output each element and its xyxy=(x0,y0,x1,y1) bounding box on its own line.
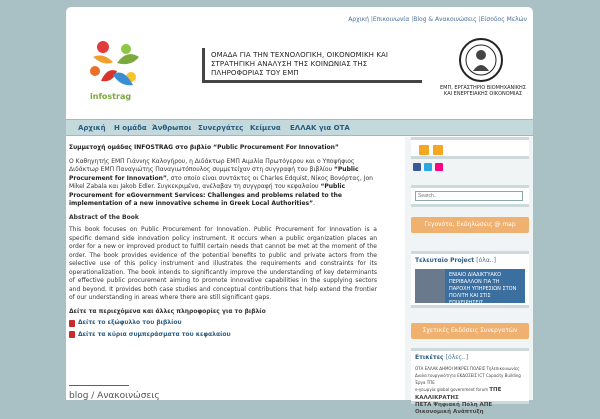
tags-heading: Ετικέτες xyxy=(415,354,444,361)
social-icons xyxy=(411,163,529,173)
tag-line-1[interactable]: ΟΤΑ ΕΛΛΑΚ ΔΗΜΟΙ ΜΙΚΡΕΣ ΠΟΛΕΙΣ Τηλεπικοινωνίες xyxy=(415,366,520,371)
post-title[interactable]: Συμμετοχή ομάδας INFOSTRAG στο βιβλίο “Public Procurement For Innovation” xyxy=(69,144,339,151)
menu-item-people[interactable]: Άνθρωποι xyxy=(152,124,192,132)
menu-item-texts[interactable]: Κείμενα xyxy=(250,124,281,132)
menu-item-partners[interactable]: Συνεργάτες xyxy=(198,124,244,132)
pdf-icon xyxy=(69,320,75,327)
project-banner-text: ΕΝΙΑΙΟ ΔΙΑΔΙΚΤΥΑΚΟ ΠΕΡΙΒΑΛΛΟΝ ΓΙΑ ΤΗ ΠΑΡΟΧΗ ΥΠΗΡΕΣΙΩΝ ΣΤΟΝ ΠΟΛΙΤΗ ΚΑΙ ΣΤΙΣ ΕΠΙΧΕΙΡΗΣΕΙΣ xyxy=(445,269,525,303)
intro-text: Ο Καθηγητής ΕΜΠ Γιάννης Καλογήρου, η Διδάκτωρ ΕΜΠ Αιμιλία Πρωτόγερου και ο Υποψήφιος Διδάκτωρ ΕΜΠ Παναγιώτης Παναγιωτόπουλος συμμετείχαν στη συγγραφή του βιβλίου xyxy=(69,157,355,173)
rss-icon[interactable] xyxy=(419,145,429,155)
more-info-link[interactable]: Δείτε τα περιεχόμενα και άλλες πληροφορίες για το βιβλίο xyxy=(69,307,266,315)
search-block xyxy=(411,185,529,207)
chapter-title: “Public Procurement for eGovernment Services: Challenges and problems related to the implementation of a new innovative scheme in Greek Local Authorities” xyxy=(69,183,346,207)
summary-link[interactable] xyxy=(69,331,377,340)
book-title: “Public Procurement for Innovation” xyxy=(69,166,359,182)
post-intro xyxy=(69,158,377,209)
tag-line-4[interactable]: ΠΕΤΑ Ψηφιακή Πόλη ΑΠΕ Οικονομική Ανάπτυξη xyxy=(415,402,493,415)
tag-line-3a[interactable]: e-γεωργία global government forum xyxy=(415,387,489,392)
tags-all-link[interactable]: [όλες..] xyxy=(445,354,469,361)
seal-caption-line-2: ΚΑΙ ΕΝΕΡΓΕΙΑΚΗΣ ΟΙΚΟΝΟΜΙΑΣ xyxy=(443,91,523,97)
rss-comments-icon[interactable] xyxy=(433,145,443,155)
seal-caption-line-1: ΕΜΠ, ΕΡΓΑΣΤΗΡΙΟ ΒΙΟΜΗΧΑΝΙΚΗΣ xyxy=(440,85,526,91)
logo-text: infostrag xyxy=(90,92,132,101)
flickr-icon[interactable] xyxy=(435,163,443,171)
seal-caption xyxy=(438,85,528,97)
tag-ict-kallikratis[interactable]: ΤΠΕ ΚΑΛΛΙΚΡΑΤΗΣ xyxy=(415,387,502,401)
page-container xyxy=(66,7,533,415)
topnav-blog-link[interactable]: Blog & Ανακοινώσεις xyxy=(413,16,477,23)
main-content xyxy=(69,144,377,339)
topnav-contact-link[interactable]: Επικοινωνία xyxy=(372,16,410,23)
latest-project-block xyxy=(411,251,529,308)
topnav-home-link[interactable]: Αρχική xyxy=(348,16,369,23)
facebook-icon[interactable] xyxy=(413,163,421,171)
projects-all-link[interactable]: [όλα..] xyxy=(476,257,496,264)
summary-link-label: Δείτε τα κύρια συμπεράσματα του κεφαλαίου xyxy=(78,330,231,338)
tag-line-2[interactable]: Διαλειτουργικότητα ΕΚΔΟΣΕΙΣ ICT Capacity Building Έργα ΤΠΕ xyxy=(415,373,521,385)
latest-project-title xyxy=(411,254,529,267)
tags-title xyxy=(411,351,529,364)
sidebar xyxy=(405,137,533,415)
site-title: ΟΜΑΔΑ ΓΙΑ ΤΗΝ ΤΕΧΝΟΛΟΓΙΚΗ, ΟΙΚΟΝΟΜΙΚΗ ΚΑΙ ΣΤΡΑΤΗΓΙΚΗ ΑΝΑΛΥΣΗ ΤΗΣ ΚΟΙΝΩΝΙΑΣ ΤΗΣ ΠΛΗΡΟΦΟΡΙΑΣ ΤΟΥ ΕΜΠ xyxy=(202,48,422,83)
cover-link[interactable] xyxy=(69,319,377,328)
twitter-icon[interactable] xyxy=(424,163,432,171)
partner-publications-button[interactable]: Σχετικές Εκδόσεις Συνεργατών xyxy=(411,323,529,339)
latest-project-heading: Τελευταίο Project xyxy=(415,257,475,264)
intro-text-2: , στο οποίο είναι συντάκτες οι Charles Edquist, Νίκος Βονόρτας, Jon Mikel Zabala και Jakob Edler. Συγκεκριμένα, ανέλαβαν τη συγγραφή του κεφαλαίου xyxy=(69,174,373,190)
sidebar-rss-block xyxy=(411,137,529,159)
cover-link-label: Δείτε το εξώφυλλο του βιβλίου xyxy=(78,319,182,326)
pdf-icon xyxy=(69,331,75,338)
main-menu xyxy=(66,119,533,136)
project-banner[interactable] xyxy=(415,269,525,306)
tag-cloud xyxy=(411,364,529,419)
topnav-login-link[interactable]: Είσοδος Μελών xyxy=(480,16,527,23)
top-navigation: Αρχική |Επικοινωνία |Blog & Ανακοινώσεις |Είσοδος Μελών xyxy=(348,16,527,23)
events-map-button[interactable]: Γεγονότα, Εκδηλώσεις @ map xyxy=(411,217,529,233)
section-divider xyxy=(69,385,129,386)
blog-heading[interactable]: blog / Ανακοινώσεις xyxy=(69,391,160,401)
infostrag-logo[interactable] xyxy=(83,37,145,92)
menu-item-team[interactable]: Η ομάδα xyxy=(114,124,147,132)
menu-item-ellak[interactable]: ΕΛΛΑΚ για ΟΤΑ xyxy=(290,124,350,132)
tag-line-3 xyxy=(415,386,525,402)
tags-block xyxy=(411,348,529,415)
abstract-text: This book focuses on Public Procurement for Innovation. Public Procurement for Innovation is a specific demand side innovation policy instrument. It occurs when a public organization places an order for a new or improved product to fulfill certain needs that cannot be met at the moment of the order. The book provides evidence of the potential benefits to public and private actors from the selective use of this policy instrument and illustrates the requirements and constraints for its operationalization. The book intends to significantly improve the understanding of key determinants of effective public procurement aiming to promote innovative capabilities in the supplying sectors and beyond. It provides both case studies and conceptual contributions that help extend the frontier of our understanding in areas where there are still significant gaps. xyxy=(69,226,377,301)
intro-end: . xyxy=(313,200,315,207)
ntua-seal-icon xyxy=(458,37,504,83)
search-input[interactable] xyxy=(415,191,523,201)
menu-item-home[interactable]: Αρχική xyxy=(78,124,106,132)
project-image xyxy=(415,269,445,303)
abstract-title: Abstract of the Book xyxy=(69,213,139,221)
